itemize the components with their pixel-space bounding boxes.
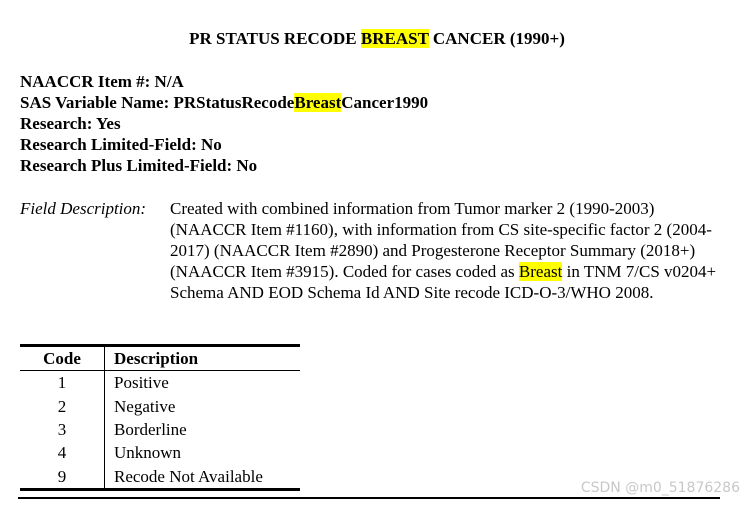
code-column-header: Code [20,346,105,371]
naaccr-item-number: NAACCR Item #: N/A [20,72,184,91]
research-flag: Research: Yes [20,114,121,133]
table-row [20,395,300,418]
field-description-search-highlight: Breast [518,262,563,281]
research-limited-field-flag: Research Limited-Field: No [20,135,222,154]
table-row [20,371,300,395]
code-cell: 3 [20,418,105,441]
title-search-highlight: BREAST [360,29,429,48]
sas-name-suffix: Cancer1990 [341,93,429,112]
title-text-after: CANCER (1990+) [428,29,565,48]
description-cell: Unknown [114,443,182,463]
sas-name-search-highlight: Breast [294,93,342,112]
description-cell: Negative [114,396,176,416]
research-plus-limited-field-flag: Research Plus Limited-Field: No [20,156,258,175]
sas-name-prefix: SAS Variable Name: PRStatusRecode [20,93,295,112]
sas-variable-name [20,92,428,113]
field-description-text [170,198,735,303]
watermark: CSDN @m0_51876286 [580,480,740,496]
table-row [20,464,300,489]
code-cell: 2 [20,395,105,418]
description-cell: Positive [114,373,169,393]
description-cell: Recode Not Available [114,466,263,486]
field-description-label: Field Description: [20,199,147,218]
description-cell: Borderline [114,420,187,440]
field-description-text-before: Created with combined information from Tumor marker 2 (1990-2003) (NAACCR Item #1160), with information from CS site-specific factor 2 (2004-2017) (NAACCR Item #2890) and Progesterone Receptor Summary (2018+) (NAACCR Item #3915). Coded for cases coded as [170,199,712,281]
document-title [0,29,754,49]
field-description-text-after: in TNM 7/CS v0204+ Schema AND EOD Schema Id AND Site recode ICD-O-3/WHO 2008. [170,262,717,302]
title-text-before: PR STATUS RECODE [189,29,361,48]
description-column-header: Description [114,349,199,369]
code-table-header-row [20,346,300,371]
variable-metadata [20,71,428,176]
table-row [20,441,300,464]
table-row [20,418,300,441]
code-cell: 4 [20,441,105,464]
code-table [20,344,300,491]
code-cell: 9 [20,464,105,489]
code-cell: 1 [20,371,105,395]
page-bottom-rule [18,497,720,499]
